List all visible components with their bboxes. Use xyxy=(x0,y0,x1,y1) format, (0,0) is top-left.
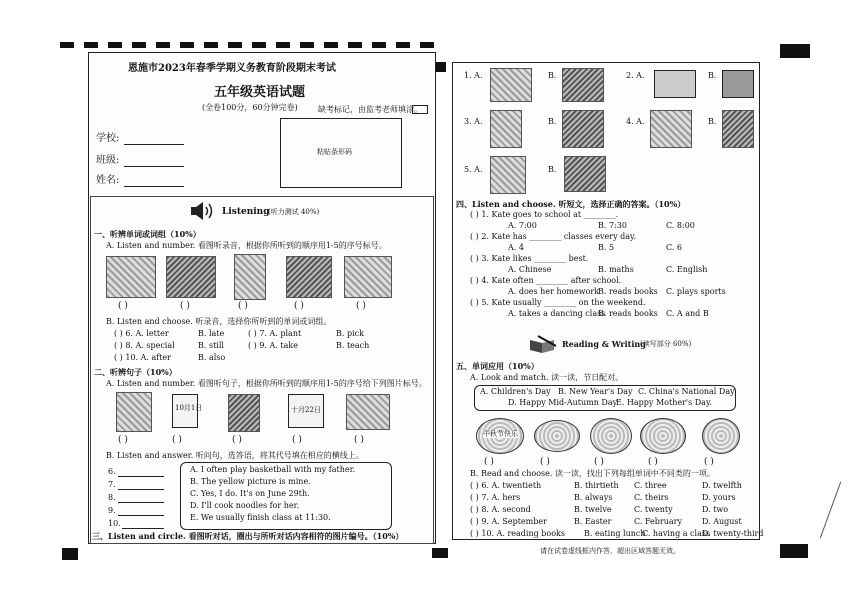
match-option: D. Happy Mid-Autumn Day. xyxy=(508,398,619,407)
answer-line[interactable] xyxy=(118,476,164,477)
choice-row: ( ) 7. A. plant xyxy=(248,329,302,338)
question-option: C. 8:00 xyxy=(666,221,695,230)
circle-picture[interactable] xyxy=(722,110,754,148)
rw-title: Reading & Writing xyxy=(562,339,646,349)
match-option: C. China's National Day xyxy=(638,387,735,396)
circle-item-label: 1. A. xyxy=(464,71,483,80)
question-option: B. reads books xyxy=(598,309,658,318)
circle-item-label: B. xyxy=(548,117,557,126)
festival-picture xyxy=(590,418,632,454)
answer-option: D. I'll cook noodles for her. xyxy=(190,501,300,510)
choice-option: B. eating lunch xyxy=(584,529,646,538)
question-option: C. A and B xyxy=(666,309,709,318)
choice-option: D. yours xyxy=(702,493,736,502)
choice-row: ( ) 8. A. special xyxy=(114,341,175,350)
question: ( ) 5. Kate usually ________ on the weekend. xyxy=(470,298,646,307)
circle-picture[interactable] xyxy=(562,110,604,148)
calendar-date-2: 十月22日 xyxy=(291,406,321,414)
choice-option: D. twenty-third xyxy=(702,529,764,538)
choice-row: ( ) 9. A. September xyxy=(470,517,547,526)
choice-option: B. Easter xyxy=(574,517,612,526)
choice-option: B. thirtieth xyxy=(574,481,619,490)
answer-line[interactable] xyxy=(122,528,164,529)
answer-line[interactable] xyxy=(118,489,164,490)
choice-row: ( ) 7. A. hers xyxy=(470,493,521,502)
choice-option: B. teach xyxy=(336,341,370,350)
school-input[interactable] xyxy=(124,144,184,145)
choice-row: ( ) 10. A. after xyxy=(114,353,171,362)
calendar-picture-2 xyxy=(288,394,324,428)
listening-note: (听力测试 40%) xyxy=(268,208,320,216)
choice-row: ( ) 6. A. twentieth xyxy=(470,481,542,490)
answer-option: C. Yes, I do. It's on June 29th. xyxy=(190,489,310,498)
circle-item-label: B. xyxy=(548,165,557,174)
circle-picture[interactable] xyxy=(490,110,522,148)
choice-option: B. also xyxy=(198,353,226,362)
answer-blank[interactable]: ( ) xyxy=(704,457,714,467)
answer-blank[interactable]: ( ) xyxy=(232,435,242,445)
question-option: C. plays sports xyxy=(666,287,726,296)
answer-number: 9. xyxy=(108,506,116,515)
tree-picture xyxy=(106,256,156,298)
section1-partA: A. Listen and number. 看图听录音，根据你所听到的顺序用1-5的序号标号。 xyxy=(106,241,387,250)
answer-blank[interactable]: ( ) xyxy=(118,301,128,311)
circle-picture[interactable] xyxy=(650,110,692,148)
answer-line[interactable] xyxy=(118,502,164,503)
registration-mark xyxy=(780,544,808,558)
section4-title: 四、Listen and choose. 听短文，选择正确的答案。（10%） xyxy=(456,199,686,209)
choice-row: ( ) 10. A. reading books xyxy=(470,529,565,538)
answer-blank[interactable]: ( ) xyxy=(294,301,304,311)
festival-picture xyxy=(640,418,686,454)
question-option: C. English xyxy=(666,265,708,274)
answer-option: E. We usually finish class at 11:30. xyxy=(190,513,331,522)
answer-blank[interactable]: ( ) xyxy=(172,435,182,445)
circle-item-label: B. xyxy=(548,71,557,80)
section2-title: 二、听辨句子（10%） xyxy=(94,367,177,377)
answer-number: 10. xyxy=(108,519,121,528)
answer-blank[interactable]: ( ) xyxy=(118,435,128,445)
section3-title: 三、Listen and circle. 看图听对话，圈出与所听对话内容相符的图片编号。（10%） xyxy=(92,531,404,541)
absent-note: 缺考标记，由监考老师填涂。 xyxy=(318,105,422,114)
girl-picture xyxy=(116,392,152,432)
family-picture xyxy=(346,394,390,430)
choice-option: B. pick xyxy=(336,329,364,338)
choice-option: D. August xyxy=(702,517,742,526)
question-option: B. 5 xyxy=(598,243,615,252)
question-option: B. reads books xyxy=(598,287,658,296)
festival-picture xyxy=(702,418,740,454)
circle-item-label: 2. A. xyxy=(626,71,645,80)
choice-option: B. always xyxy=(574,493,613,502)
speaker-icon xyxy=(190,202,216,220)
choice-option: B. late xyxy=(198,329,225,338)
exam-title: 五年级英语试题 xyxy=(214,85,306,100)
question-option: B. maths xyxy=(598,265,634,274)
number-five-picture xyxy=(228,394,260,432)
answer-blank[interactable]: ( ) xyxy=(594,457,604,467)
match-option: A. Children's Day xyxy=(480,387,551,396)
section2-partA: A. Listen and number. 看图听句子，根据你所听到的顺序用1-5的序号给下列图片标号。 xyxy=(106,379,427,388)
registration-mark xyxy=(432,548,448,558)
answer-blank[interactable]: ( ) xyxy=(484,457,494,467)
circle-item-label: B. xyxy=(708,71,717,80)
scan-mark xyxy=(820,482,841,539)
choice-option: C. twenty xyxy=(634,505,673,514)
choice-row: ( ) 9. A. take xyxy=(248,341,298,350)
section1-partB: B. Listen and choose. 听录音，选择你所听到的单词或词组。 xyxy=(106,317,332,326)
calendar-date: 10月1日 xyxy=(175,404,203,412)
section5-title: 五、单词应用（10%） xyxy=(456,361,539,371)
choice-row: ( ) 6. A. letter xyxy=(114,329,169,338)
question-option: A. Chinese xyxy=(508,265,552,274)
answer-blank[interactable]: ( ) xyxy=(648,457,658,467)
answer-number: 6. xyxy=(108,467,116,476)
question: ( ) 1. Kate goes to school at ________. xyxy=(470,210,619,219)
festival-picture xyxy=(476,418,524,454)
answer-option: B. The yellow picture is mine. xyxy=(190,477,311,486)
answer-blank[interactable]: ( ) xyxy=(238,301,248,311)
answer-option: A. I often play basketball with my father. xyxy=(190,465,356,474)
choice-option: C. theirs xyxy=(634,493,669,502)
question-option: A. 4 xyxy=(508,243,524,252)
top-dash-strip xyxy=(60,42,440,48)
festival-picture xyxy=(534,420,580,452)
answer-blank[interactable]: ( ) xyxy=(356,301,366,311)
festival-label: 中秋节快乐 xyxy=(483,430,518,438)
barcode-label: 粘贴条形码 xyxy=(317,148,352,156)
question-option: A. 7:00 xyxy=(508,221,537,230)
question-option: A. takes a dancing class xyxy=(508,309,606,318)
circle-picture[interactable] xyxy=(564,156,606,192)
footer-note: 请在试卷虚线框内作答，超出区域答题无效。 xyxy=(540,547,680,555)
circle-item-label: 3. A. xyxy=(464,117,483,126)
question: ( ) 4. Kate often ________ after school. xyxy=(470,276,622,285)
choice-option: D. twelfth xyxy=(702,481,742,490)
answer-blank[interactable]: ( ) xyxy=(292,435,302,445)
circle-item-label: 4. A. xyxy=(626,117,645,126)
absent-checkbox[interactable] xyxy=(412,105,428,114)
boy-picture xyxy=(234,254,266,300)
exam-meta: (全卷100分，60分钟完卷) xyxy=(202,103,298,112)
rw-note: (读写部分 60%) xyxy=(640,340,692,348)
answer-blank[interactable]: ( ) xyxy=(180,301,190,311)
answer-number: 8. xyxy=(108,493,116,502)
snow-picture xyxy=(286,256,332,298)
choice-option: B. twelve xyxy=(574,505,612,514)
choice-option: D. two xyxy=(702,505,729,514)
school-label: 学校: xyxy=(96,133,120,144)
answer-line[interactable] xyxy=(118,515,164,516)
barcode-box xyxy=(280,118,402,188)
question-option: B. 7:30 xyxy=(598,221,627,230)
name-label: 姓名: xyxy=(96,175,120,186)
class-label: 班级: xyxy=(96,155,120,166)
match-option: E. Happy Mother's Day. xyxy=(616,398,712,407)
answer-blank[interactable]: ( ) xyxy=(540,457,550,467)
section2-partB: B. Listen and answer. 听问句，选答语，将其代号填在相应的横线上。 xyxy=(106,451,364,460)
calendar-picture xyxy=(172,394,203,428)
choice-row: ( ) 8. A. second xyxy=(470,505,531,514)
question-option: A. does her homework xyxy=(508,287,600,296)
answer-blank[interactable]: ( ) xyxy=(354,435,364,445)
name-input[interactable] xyxy=(124,186,184,187)
circle-picture[interactable] xyxy=(490,156,526,194)
registration-mark xyxy=(780,44,810,58)
circle-picture[interactable] xyxy=(490,68,532,102)
match-option: B. New Year's Day xyxy=(558,387,633,396)
choice-option: C. having a class xyxy=(642,529,711,538)
choice-option: C. three xyxy=(634,481,667,490)
section5-partB: B. Read and choose. 读一读，找出下列每组单词中不同类的一项。 xyxy=(470,469,715,478)
classroom-picture xyxy=(344,256,392,298)
registration-mark xyxy=(62,548,78,560)
listening-title: Listening xyxy=(222,207,270,217)
school-title: 恩施市2023年春季学期义务教育阶段期末考试 xyxy=(128,63,336,74)
registration-mark xyxy=(436,62,446,72)
circle-item-label: 5. A. xyxy=(464,165,483,174)
question: ( ) 2. Kate has ________ classes every day. xyxy=(470,232,637,241)
recorder-picture[interactable] xyxy=(722,70,754,98)
answer-number: 7. xyxy=(108,480,116,489)
question-option: C. 6 xyxy=(666,243,683,252)
circle-picture[interactable] xyxy=(562,68,604,102)
question: ( ) 3. Kate likes ________ best. xyxy=(470,254,589,263)
class-input[interactable] xyxy=(124,166,184,167)
circle-item-label: B. xyxy=(708,117,717,126)
choice-option: C. February xyxy=(634,517,682,526)
section5-partA: A. Look and match. 读一读，节日配对。 xyxy=(470,373,624,382)
book-pen-icon xyxy=(528,334,558,354)
section1-title: 一、听辨单词或词组（10%） xyxy=(94,229,201,239)
choice-option: B. still xyxy=(198,341,224,350)
swimming-picture xyxy=(166,256,216,298)
radio-picture[interactable] xyxy=(654,70,696,98)
